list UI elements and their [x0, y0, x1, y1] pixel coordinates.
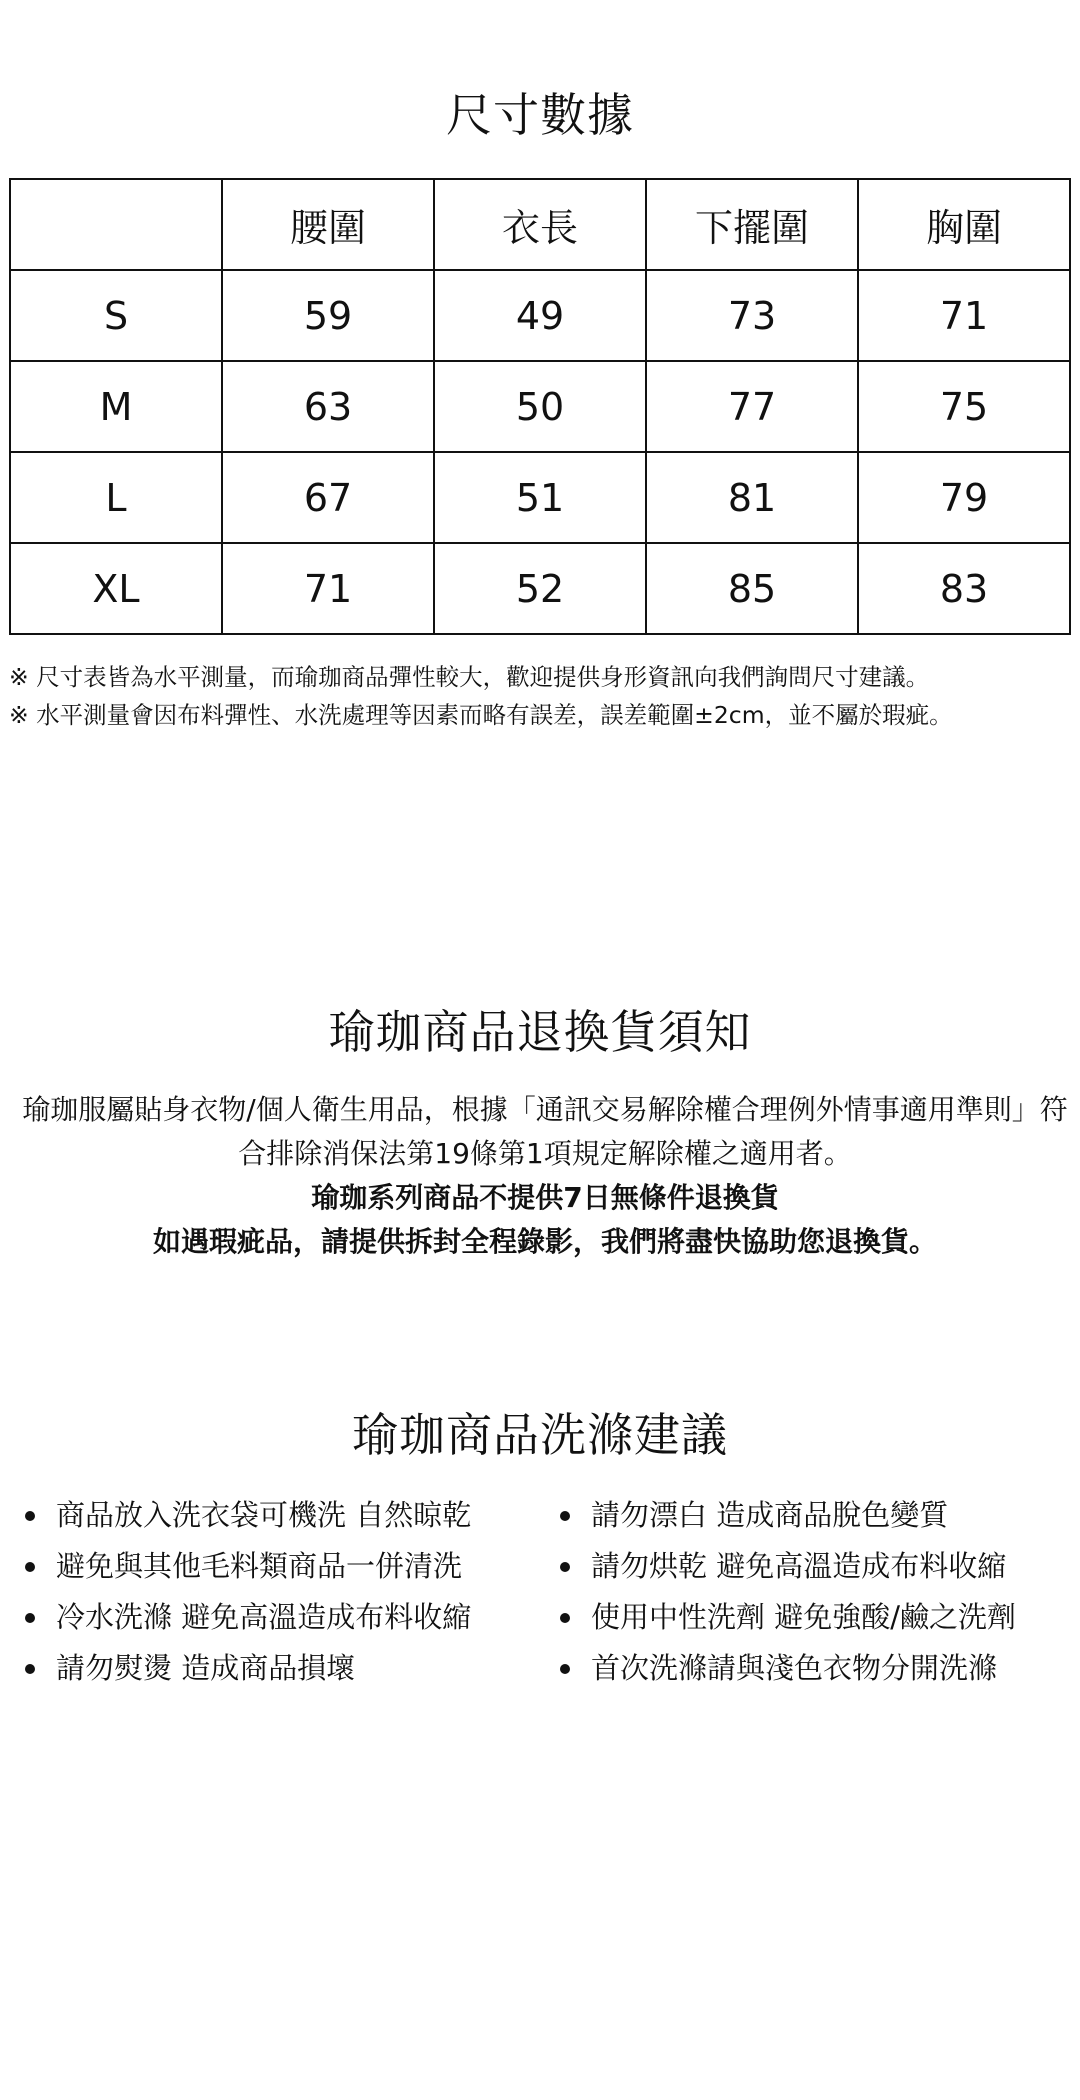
bullet-icon	[560, 1511, 570, 1521]
care-instructions-title: 瑜珈商品洗滌建議	[352, 1408, 728, 1462]
table-cell: 77	[646, 361, 858, 452]
list-item	[22, 1643, 557, 1694]
table-cell: 67	[222, 452, 434, 543]
bullet-icon	[25, 1511, 35, 1521]
size-table	[9, 178, 1071, 635]
size-table-header-cell: 衣長	[434, 179, 646, 270]
list-item	[22, 1592, 557, 1643]
table-cell: 79	[858, 452, 1070, 543]
defect-notice: 如遇瑕疵品，請提供拆封全程錄影，我們將盡快協助您退換貨。	[152, 1225, 937, 1258]
table-cell: 63	[222, 361, 434, 452]
care-item-text: 請勿烘乾 避免高溫造成布料收縮	[591, 1549, 1007, 1583]
size-data-title: 尺寸數據	[446, 88, 634, 142]
table-cell: 83	[858, 543, 1070, 634]
care-item-text: 使用中性洗劑 避免強酸/鹼之洗劑	[591, 1600, 1016, 1634]
size-table-header-cell: 腰圍	[222, 179, 434, 270]
returns-policy-paragraph: 瑜珈服屬貼身衣物/個人衛生用品，根據「通訊交易解除權合理例外情事適用準則」符合排除消保法第19條第1項規定解除權之適用者。	[22, 1093, 1068, 1170]
table-cell: 75	[858, 361, 1070, 452]
bullet-icon	[560, 1562, 570, 1572]
care-instructions-list	[22, 1490, 1072, 1694]
size-label-cell: M	[10, 361, 222, 452]
size-table-header-row	[10, 179, 1070, 270]
table-row	[10, 452, 1070, 543]
table-row	[10, 543, 1070, 634]
returns-policy-title: 瑜珈商品退換貨須知	[328, 1005, 752, 1059]
list-item	[557, 1490, 1072, 1541]
size-notes	[9, 658, 1077, 734]
bullet-icon	[25, 1613, 35, 1623]
care-item-text: 首次洗滌請與淺色衣物分開洗滌	[591, 1651, 998, 1685]
list-item	[22, 1490, 557, 1541]
care-item-text: 商品放入洗衣袋可機洗 自然晾乾	[56, 1498, 472, 1532]
list-item	[557, 1541, 1072, 1592]
bullet-icon	[25, 1562, 35, 1572]
list-item	[557, 1592, 1072, 1643]
care-item-text: 請勿熨燙 造成商品損壞	[56, 1651, 356, 1685]
table-cell: 73	[646, 270, 858, 361]
list-item	[557, 1643, 1072, 1694]
size-label-cell: XL	[10, 543, 222, 634]
size-table-header-cell: 胸圍	[858, 179, 1070, 270]
table-cell: 85	[646, 543, 858, 634]
table-cell: 59	[222, 270, 434, 361]
size-table-header-cell	[10, 179, 222, 270]
table-row	[10, 270, 1070, 361]
bullet-icon	[25, 1664, 35, 1674]
no-return-notice: 瑜珈系列商品不提供7日無條件退換貨	[311, 1181, 779, 1214]
care-item-text: 避免與其他毛料類商品一併清洗	[56, 1549, 463, 1583]
list-item	[22, 1541, 557, 1592]
bullet-icon	[560, 1613, 570, 1623]
table-cell: 50	[434, 361, 646, 452]
bullet-icon	[560, 1664, 570, 1674]
care-item-text: 冷水洗滌 避免高溫造成布料收縮	[56, 1600, 472, 1634]
size-note: ※ 尺寸表皆為水平測量，而瑜珈商品彈性較大，歡迎提供身形資訊向我們詢問尺寸建議。	[9, 663, 930, 691]
size-label-cell: S	[10, 270, 222, 361]
size-table-header-cell: 下擺圍	[646, 179, 858, 270]
table-cell: 49	[434, 270, 646, 361]
table-cell: 71	[858, 270, 1070, 361]
table-row	[10, 361, 1070, 452]
size-label-cell: L	[10, 452, 222, 543]
size-note: ※ 水平測量會因布料彈性、水洗處理等因素而略有誤差，誤差範圍±2cm，並不屬於瑕疵。	[9, 701, 953, 729]
care-item-text: 請勿漂白 造成商品脫色變質	[591, 1498, 949, 1532]
table-cell: 71	[222, 543, 434, 634]
table-cell: 52	[434, 543, 646, 634]
table-cell: 81	[646, 452, 858, 543]
table-cell: 51	[434, 452, 646, 543]
returns-policy-body	[15, 1088, 1075, 1264]
